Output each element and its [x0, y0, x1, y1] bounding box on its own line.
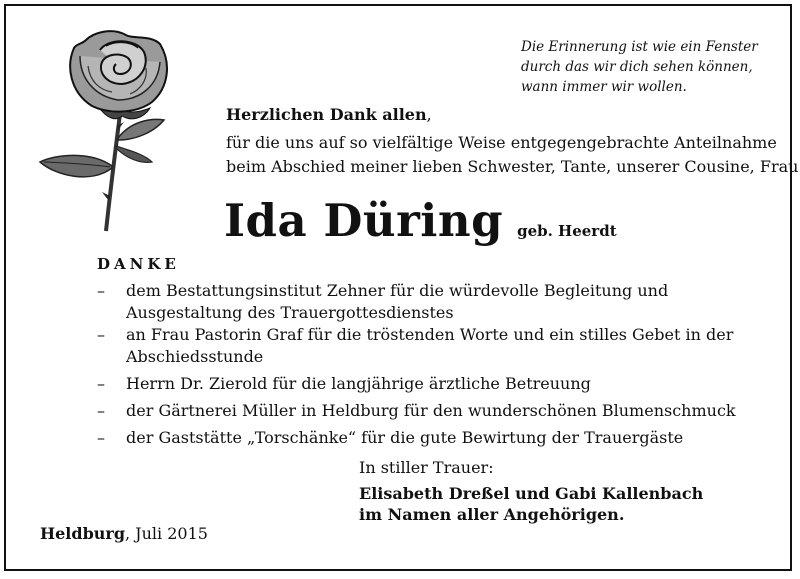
maiden-name: geb. Heerdt	[517, 222, 617, 240]
mourning-label: In stiller Trauer:	[359, 458, 494, 477]
thanks-heading-comma: ,	[426, 105, 432, 124]
deceased-name: Ida Düring	[224, 194, 504, 247]
thanks-heading	[226, 105, 432, 124]
danke-heading: DANKE	[97, 255, 180, 273]
deceased-name-row	[224, 194, 617, 247]
list-item	[97, 280, 777, 324]
list-item-text: der Gärtnerei Müller in Heldburg für den wunderschönen Blumenschmuck	[126, 401, 736, 420]
date: , Juli 2015	[125, 524, 208, 543]
intro-line: für die uns auf so vielfältige Weise entgegengebrachte Anteilnahme	[226, 133, 777, 152]
list-item-text: dem Bestattungsinstitut Zehner für die würdevolle Begleitung und Ausgestaltung des Trauergottesdienstes	[126, 281, 669, 322]
list-item	[97, 324, 777, 368]
list-dash: –	[97, 325, 105, 344]
place-date	[40, 524, 208, 543]
signers-line: im Namen aller Angehörigen.	[359, 505, 625, 524]
list-dash: –	[97, 281, 105, 300]
memorial-quote	[521, 37, 781, 97]
list-dash: –	[97, 374, 105, 393]
list-item-text: an Frau Pastorin Graf für die tröstenden Worte und ein stilles Gebet in der Abschiedsstunde	[126, 325, 734, 366]
town: Heldburg	[40, 524, 125, 543]
list-dash: –	[97, 428, 105, 447]
list-item	[97, 400, 777, 422]
quote-line: durch das wir dich sehen können,	[521, 59, 753, 75]
list-dash: –	[97, 401, 105, 420]
list-item	[97, 373, 777, 395]
rose-icon	[36, 26, 186, 236]
quote-line: wann immer wir wollen.	[521, 79, 687, 95]
intro-line: beim Abschied meiner lieben Schwester, Tante, unserer Cousine, Frau	[226, 157, 799, 176]
intro-text	[226, 131, 798, 179]
quote-line: Die Erinnerung ist wie ein Fenster	[521, 39, 758, 55]
thanks-heading-bold: Herzlichen Dank allen	[226, 105, 427, 124]
list-item	[97, 427, 777, 449]
signers	[359, 483, 703, 525]
signers-line: Elisabeth Dreßel und Gabi Kallenbach	[359, 484, 704, 503]
list-item-text: Herrn Dr. Zierold für die langjährige ärztliche Betreuung	[126, 374, 591, 393]
list-item-text: der Gaststätte „Torschänke“ für die gute Bewirtung der Trauergäste	[126, 428, 684, 447]
thanks-list	[97, 280, 777, 449]
